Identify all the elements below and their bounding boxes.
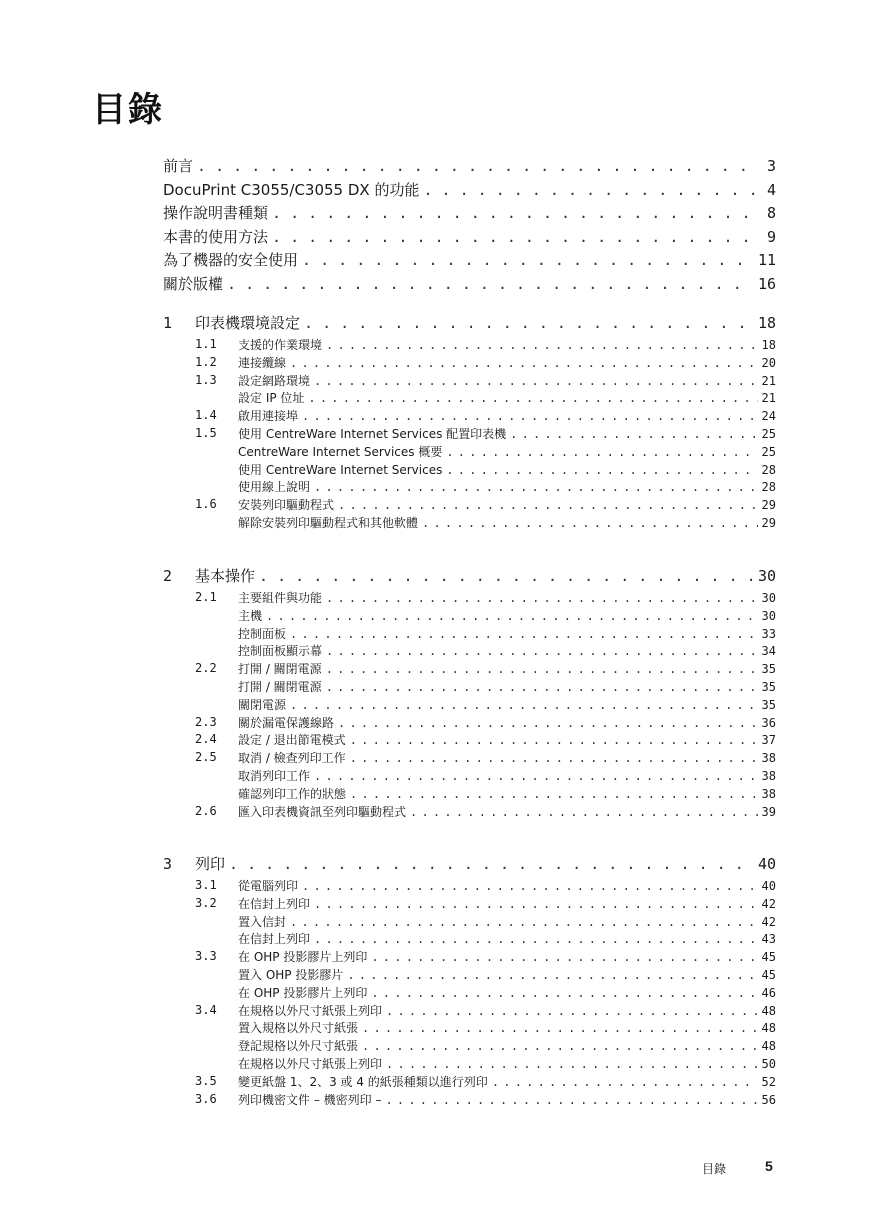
toc-entry-title: 設定 / 退出節電模式: [238, 733, 346, 748]
chapter-number: 2: [163, 567, 173, 585]
section-number: 2.5: [195, 750, 217, 765]
toc-leader-dots: [197, 157, 758, 175]
toc-entry-title: 關閉電源: [238, 697, 287, 712]
toc-front-entry[interactable]: [163, 249, 776, 271]
toc-subsection-entry[interactable]: [238, 966, 776, 983]
toc-entry-title: 確認列印工作的狀態: [238, 786, 347, 801]
toc-entry-title: 前言: [163, 157, 194, 175]
toc-subsection-entry[interactable]: [238, 785, 776, 802]
toc-entry-title: 置入信封: [238, 914, 287, 929]
toc-entry-page: 9: [766, 227, 776, 246]
toc-leader-dots: [308, 391, 757, 405]
toc-front-entry[interactable]: [163, 202, 776, 224]
toc-subsection-entry[interactable]: [238, 678, 776, 695]
toc-entry-page: 16: [757, 275, 776, 293]
toc-entry-title: 置入 OHP 投影膠片: [238, 968, 344, 982]
toc-entry-title: 啟用連接埠: [238, 409, 299, 424]
toc-leader-dots: [338, 498, 758, 512]
toc-entry-title: 取消 / 檢查列印工作: [238, 751, 346, 766]
section-number: 2.1: [195, 590, 217, 604]
toc-section-entry[interactable]: [238, 425, 776, 442]
toc-leader-dots: [302, 409, 758, 423]
toc-leader-dots: [362, 1039, 758, 1053]
toc-section-entry[interactable]: [238, 354, 776, 371]
toc-entry-page: 39: [761, 804, 776, 819]
toc-entry-title: 關於版權: [163, 275, 224, 293]
toc-leader-dots: [326, 680, 758, 694]
toc-entry-title: 在 OHP 投影膠片上列印: [238, 950, 368, 965]
toc-entry-page: 35: [761, 697, 776, 712]
toc-entry-title: 設定 IP 位址: [238, 391, 305, 406]
toc-subsection-entry[interactable]: [238, 607, 776, 624]
toc-leader-dots: [385, 1093, 757, 1107]
toc-subsection-entry[interactable]: [238, 443, 776, 460]
toc-subsection-entry[interactable]: [238, 1055, 776, 1072]
section-number: 1.3: [195, 372, 217, 387]
toc-entry-title: 為了機器的安全使用: [163, 251, 299, 270]
toc-section-entry[interactable]: [238, 1091, 776, 1108]
toc-leader-dots: [446, 445, 757, 459]
toc-section-entry[interactable]: [238, 496, 776, 513]
toc-entry-title: 安裝列印驅動程式: [238, 498, 335, 513]
toc-chapter-entry[interactable]: [195, 853, 776, 875]
toc-section-entry[interactable]: [238, 336, 776, 353]
toc-chapter-entry[interactable]: [195, 565, 776, 587]
toc-section-entry[interactable]: [238, 803, 776, 820]
toc-entry-page: 18: [757, 314, 776, 332]
toc-front-entry[interactable]: [163, 273, 776, 295]
toc-entry-page: 42: [761, 914, 776, 929]
toc-entry-page: 38: [761, 786, 776, 801]
toc-leader-dots: [350, 751, 758, 765]
toc-leader-dots: [314, 932, 758, 946]
toc-subsection-entry[interactable]: [238, 625, 776, 642]
toc-section-entry[interactable]: [238, 1073, 776, 1090]
toc-entry-title: 列印: [195, 855, 226, 873]
toc-subsection-entry[interactable]: [238, 913, 776, 930]
toc-leader-dots: [350, 787, 758, 801]
toc-leader-dots: [510, 427, 757, 441]
toc-subsection-entry[interactable]: [238, 696, 776, 713]
section-number: 3.5: [195, 1073, 217, 1088]
toc-leader-dots: [492, 1075, 758, 1089]
section-number: 3.1: [195, 878, 217, 892]
toc-entry-title: 在規格以外尺寸紙張上列印: [238, 1057, 383, 1071]
toc-entry-page: 36: [761, 715, 776, 730]
toc-subsection-entry[interactable]: [238, 514, 776, 531]
section-number: 2.4: [195, 732, 217, 747]
toc-section-entry[interactable]: [238, 660, 776, 677]
toc-leader-dots: [290, 915, 758, 929]
toc-chapter-entry[interactable]: [195, 312, 776, 334]
toc-entry-title: 變更紙盤 1、2、3 或 4 的紙張種類以進行列印: [238, 1074, 488, 1089]
toc-leader-dots: [362, 1021, 758, 1035]
toc-leader-dots: [347, 968, 757, 982]
toc-entry-title: 連接纜線: [238, 355, 287, 370]
toc-entry-page: 21: [761, 391, 776, 406]
toc-entry-page: 25: [761, 444, 776, 459]
toc-entry-page: 30: [757, 567, 776, 585]
toc-entry-title: 在 OHP 投影膠片上列印: [238, 985, 368, 1000]
toc-leader-dots: [272, 228, 758, 246]
toc-section-entry[interactable]: [238, 714, 776, 731]
toc-leader-dots: [326, 338, 758, 352]
toc-entry-title: 主機: [238, 608, 263, 623]
toc-entry-page: 24: [761, 409, 776, 424]
toc-section-entry[interactable]: [238, 731, 776, 748]
toc-leader-dots: [290, 698, 758, 712]
toc-entry-title: DocuPrint C3055/C3055 DX 的功能: [163, 180, 420, 199]
toc-entry-title: 操作說明書種類: [163, 204, 269, 223]
footer-page-number: 5: [765, 1158, 773, 1174]
section-number: 1.5: [195, 426, 217, 440]
toc-subsection-entry[interactable]: [238, 1019, 776, 1036]
toc-front-entry[interactable]: [163, 179, 776, 201]
toc-entry-page: 38: [761, 751, 776, 766]
toc-entry-page: 48: [761, 1003, 776, 1018]
toc-section-entry[interactable]: [238, 749, 776, 766]
toc-entry-page: 45: [761, 950, 776, 965]
toc-subsection-entry[interactable]: [238, 1037, 776, 1054]
toc-leader-dots: [314, 480, 758, 494]
toc-entry-page: 37: [761, 733, 776, 748]
toc-entry-page: 30: [761, 591, 776, 605]
toc-leader-dots: [290, 627, 758, 641]
footer-label: 目錄: [702, 1162, 727, 1176]
toc-leader-dots: [386, 1057, 758, 1071]
toc-entry-page: 33: [761, 626, 776, 641]
toc-leader-dots: [422, 516, 758, 530]
toc-entry-page: 8: [766, 204, 776, 223]
toc-leader-dots: [326, 591, 758, 605]
section-number: 1.1: [195, 337, 217, 351]
toc-entry-title: CentreWare Internet Services 概要: [238, 444, 443, 459]
toc-entry-title: 在規格以外尺寸紙張上列印: [238, 1003, 383, 1018]
toc-leader-dots: [302, 879, 758, 893]
toc-subsection-entry[interactable]: [238, 984, 776, 1001]
toc-entry-title: 打開 / 關閉電源: [238, 680, 322, 694]
toc-entry-page: 45: [761, 968, 776, 982]
toc-subsection-entry[interactable]: [238, 930, 776, 947]
toc-leader-dots: [229, 855, 754, 873]
toc-entry-page: 20: [761, 355, 776, 370]
toc-leader-dots: [446, 463, 757, 477]
toc-leader-dots: [371, 950, 757, 964]
toc-entry-page: 35: [761, 680, 776, 694]
toc-entry-page: 3: [766, 157, 776, 175]
toc-entry-title: 從電腦列印: [238, 879, 299, 893]
toc-leader-dots: [302, 251, 754, 269]
toc-subsection-entry[interactable]: [238, 642, 776, 659]
toc-leader-dots: [410, 805, 758, 819]
toc-entry-title: 在信封上列印: [238, 932, 311, 947]
toc-entry-title: 在信封上列印: [238, 896, 311, 911]
toc-entry-title: 設定網路環境: [238, 373, 311, 388]
toc-section-entry[interactable]: [238, 895, 776, 912]
toc-leader-dots: [304, 314, 754, 332]
toc-entry-title: 使用 CentreWare Internet Services 配置印表機: [238, 427, 507, 441]
section-number: 3.2: [195, 895, 217, 910]
toc-entry-page: 40: [761, 879, 776, 893]
toc-entry-page: 25: [761, 427, 776, 441]
toc-section-entry[interactable]: [238, 948, 776, 965]
toc-entry-page: 42: [761, 896, 776, 911]
toc-entry-title: 基本操作: [195, 567, 256, 585]
section-number: 3.3: [195, 949, 217, 964]
toc-entry-page: 30: [761, 608, 776, 623]
toc-entry-title: 打開 / 關閉電源: [238, 662, 322, 677]
toc-front-entry[interactable]: [163, 155, 776, 177]
toc-entry-title: 支援的作業環境: [238, 338, 323, 352]
section-number: 1.6: [195, 497, 217, 512]
section-number: 3.4: [195, 1002, 217, 1017]
toc-leader-dots: [266, 609, 758, 623]
toc-entry-page: 34: [761, 644, 776, 659]
toc-entry-page: 21: [761, 373, 776, 388]
toc-entry-title: 置入規格以外尺寸紙張: [238, 1021, 359, 1036]
toc-leader-dots: [338, 716, 758, 730]
toc-entry-title: 匯入印表機資訊至列印驅動程式: [238, 804, 407, 819]
toc-subsection-entry[interactable]: [238, 767, 776, 784]
toc-entry-page: 48: [761, 1021, 776, 1036]
toc-leader-dots: [314, 897, 758, 911]
toc-subsection-entry[interactable]: [238, 461, 776, 478]
toc-entry-page: 29: [761, 498, 776, 513]
toc-entry-title: 使用 CentreWare Internet Services: [238, 462, 443, 477]
toc-leader-dots: [259, 567, 754, 585]
section-number: 1.2: [195, 354, 217, 369]
section-number: 2.3: [195, 714, 217, 729]
toc-section-entry[interactable]: [238, 877, 776, 894]
toc-entry-page: 48: [761, 1039, 776, 1054]
toc-entry-page: 11: [757, 251, 776, 270]
toc-leader-dots: [326, 644, 758, 658]
toc-section-entry[interactable]: [238, 1002, 776, 1019]
toc-entry-title: 取消列印工作: [238, 769, 311, 783]
section-number: 2.6: [195, 803, 217, 818]
toc-leader-dots: [386, 1004, 758, 1018]
toc-entry-title: 印表機環境設定: [195, 314, 301, 332]
toc-leader-dots: [290, 356, 758, 370]
toc-entry-title: 列印機密文件 – 機密列印 –: [238, 1092, 382, 1107]
toc-entry-title: 控制面板顯示幕: [238, 644, 323, 659]
toc-entry-title: 關於漏電保護線路: [238, 715, 335, 730]
toc-entry-title: 使用線上說明: [238, 480, 311, 495]
toc-entry-page: 43: [761, 932, 776, 947]
page-title: 目錄: [92, 90, 164, 130]
toc-section-entry[interactable]: [238, 372, 776, 389]
toc-leader-dots: [423, 181, 758, 199]
chapter-number: 1: [163, 314, 173, 332]
toc-leader-dots: [314, 769, 758, 783]
toc-entry-page: 40: [757, 855, 776, 873]
section-number: 2.2: [195, 661, 217, 676]
toc-entry-page: 28: [761, 480, 776, 495]
toc-entry-title: 主要組件與功能: [238, 591, 323, 605]
toc-entry-page: 4: [766, 180, 776, 199]
toc-entry-page: 28: [761, 462, 776, 477]
toc-entry-page: 46: [761, 985, 776, 1000]
toc-entry-page: 38: [761, 769, 776, 783]
toc-section-entry[interactable]: [238, 589, 776, 606]
toc-entry-title: 控制面板: [238, 626, 287, 641]
toc-entry-title: 解除安裝列印驅動程式和其他軟體: [238, 516, 419, 530]
toc-leader-dots: [371, 986, 757, 1000]
toc-entry-title: 本書的使用方法: [163, 227, 269, 246]
toc-entry-page: 50: [761, 1057, 776, 1071]
toc-section-entry[interactable]: [238, 407, 776, 424]
toc-entry-page: 18: [761, 338, 776, 352]
toc-leader-dots: [227, 275, 754, 293]
section-number: 3.6: [195, 1091, 217, 1106]
toc-entry-page: 56: [761, 1092, 776, 1107]
toc-entry-page: 52: [761, 1074, 776, 1089]
toc-leader-dots: [326, 662, 758, 676]
section-number: 1.4: [195, 408, 217, 423]
chapter-number: 3: [163, 855, 173, 873]
toc-subsection-entry[interactable]: [238, 478, 776, 495]
toc-front-entry[interactable]: [163, 226, 776, 248]
toc-entry-title: 登記規格以外尺寸紙張: [238, 1039, 359, 1054]
toc-subsection-entry[interactable]: [238, 389, 776, 406]
toc-leader-dots: [350, 733, 758, 747]
toc-entry-page: 35: [761, 662, 776, 677]
toc-leader-dots: [272, 204, 758, 222]
toc-entry-page: 29: [761, 516, 776, 530]
toc-leader-dots: [314, 374, 758, 388]
